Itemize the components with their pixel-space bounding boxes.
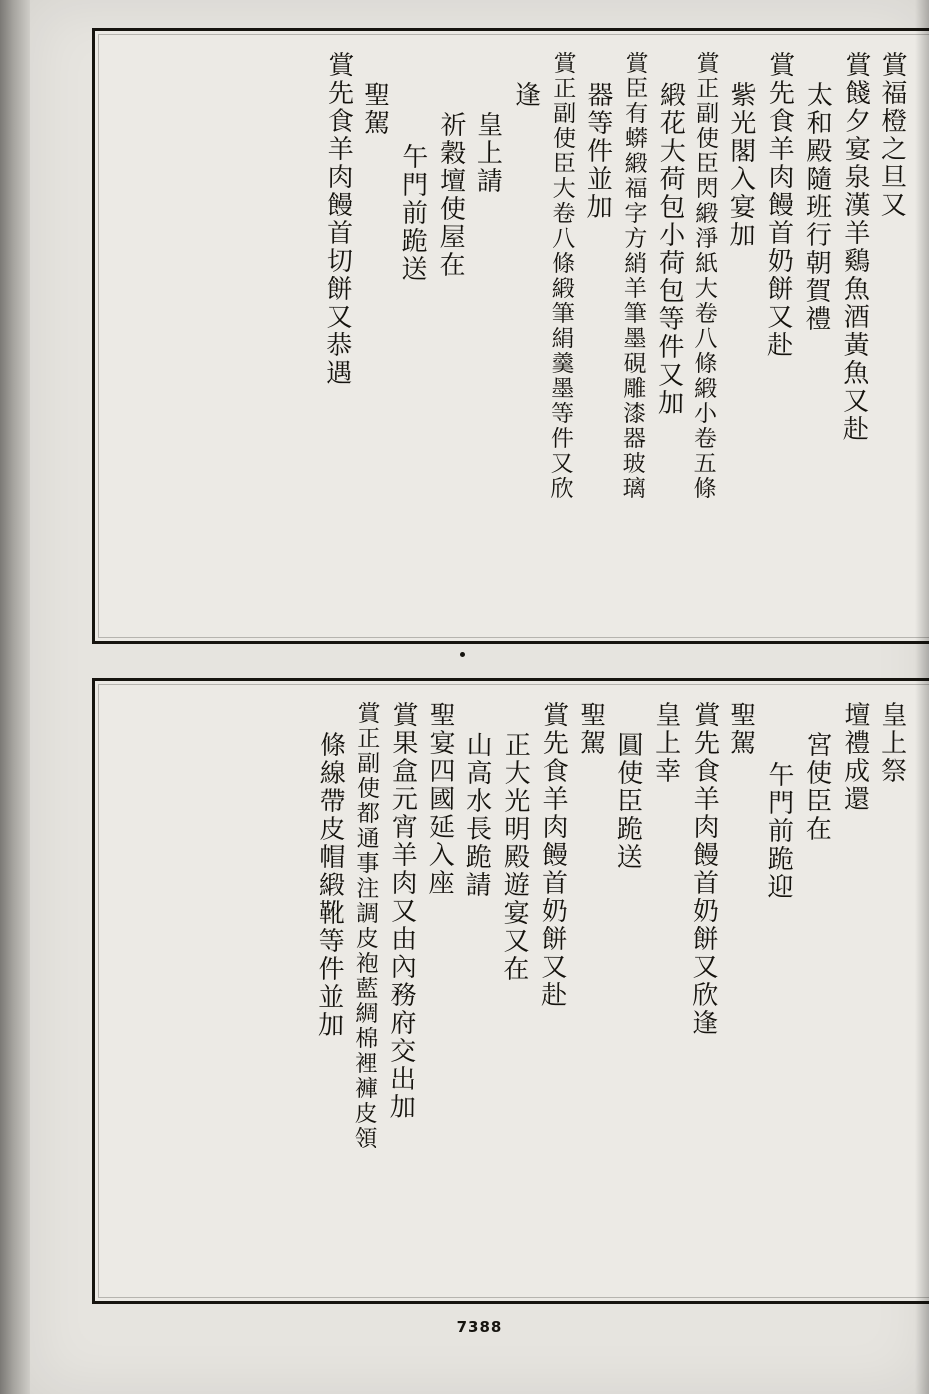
bottom-column-6: 賞先食羊肉饅首奶餅又欣逢 [687,700,720,1038]
bottom-column-9: 聖駕 [575,700,606,758]
top-column-5: 紫光閣入宴加 [725,80,757,250]
bottom-column-15: 賞正副使都通事注調皮袍藍綢棉裡褲皮領 [350,700,380,1152]
top-column-1: 賞福橙之旦又 [876,50,908,220]
top-column-16: 賞先食羊肉饅首切餅又恭遇 [321,50,354,388]
top-column-6: 賞正副使臣閃緞淨紙大卷八條緞小卷五條 [689,50,719,502]
top-column-11: 逢 [510,80,541,110]
bottom-column-11: 正大光明殿遊宴又在 [498,730,531,984]
bottom-column-1: 皇上祭 [876,700,908,786]
top-column-10: 賞正副使臣大卷八條緞筆絹羹墨等件又欣 [546,50,576,502]
book-spine-shadow [0,0,30,1394]
bottom-column-13: 聖宴四國延入座 [423,700,456,898]
bottom-column-16: 條線帶皮帽緞靴等件並加 [313,730,346,1040]
top-column-12: 皇上請 [472,110,504,196]
bottom-column-5: 聖駕 [725,700,757,758]
center-mark-dot [460,652,465,657]
bottom-column-4: 午門前跪迎 [763,760,795,902]
bottom-column-7: 皇上幸 [650,700,681,786]
bottom-column-2: 壇禮成還 [838,700,870,814]
top-column-14: 午門前跪送 [396,142,428,284]
bottom-column-3: 宮使臣在 [801,730,832,844]
text-block-bottom [92,678,929,1304]
bottom-column-8: 圓使臣跪送 [612,730,644,872]
paper-sheet [30,0,929,1394]
bottom-column-12: 山高水長跪請 [461,730,493,900]
bottom-column-10: 賞先食羊肉饅首奶餅又赴 [536,700,569,1010]
top-column-13: 祈穀壇使屋在 [434,110,466,280]
top-column-9: 器等件並加 [581,80,613,222]
top-column-8: 賞臣有蟒緞福字方綃羊筆墨硯雕漆器玻璃 [618,50,648,502]
top-column-3: 太和殿隨班行朝賀禮 [800,80,833,334]
top-column-7: 緞花大荷包小荷包等件又加 [653,80,686,418]
top-column-4: 賞先食羊肉饅首奶餅又赴 [762,50,795,360]
bottom-column-14: 賞果盒元宵羊肉又由內務府交出加 [385,700,419,1122]
top-column-15: 聖駕 [359,80,391,138]
vertical-columns-bottom [95,681,929,1301]
page-number: 7388 [456,1318,503,1336]
vertical-columns-top [95,31,929,641]
text-block-top [92,28,929,644]
top-column-2: 賞餞夕宴泉漢羊鷄魚酒黃魚又赴 [837,50,871,444]
